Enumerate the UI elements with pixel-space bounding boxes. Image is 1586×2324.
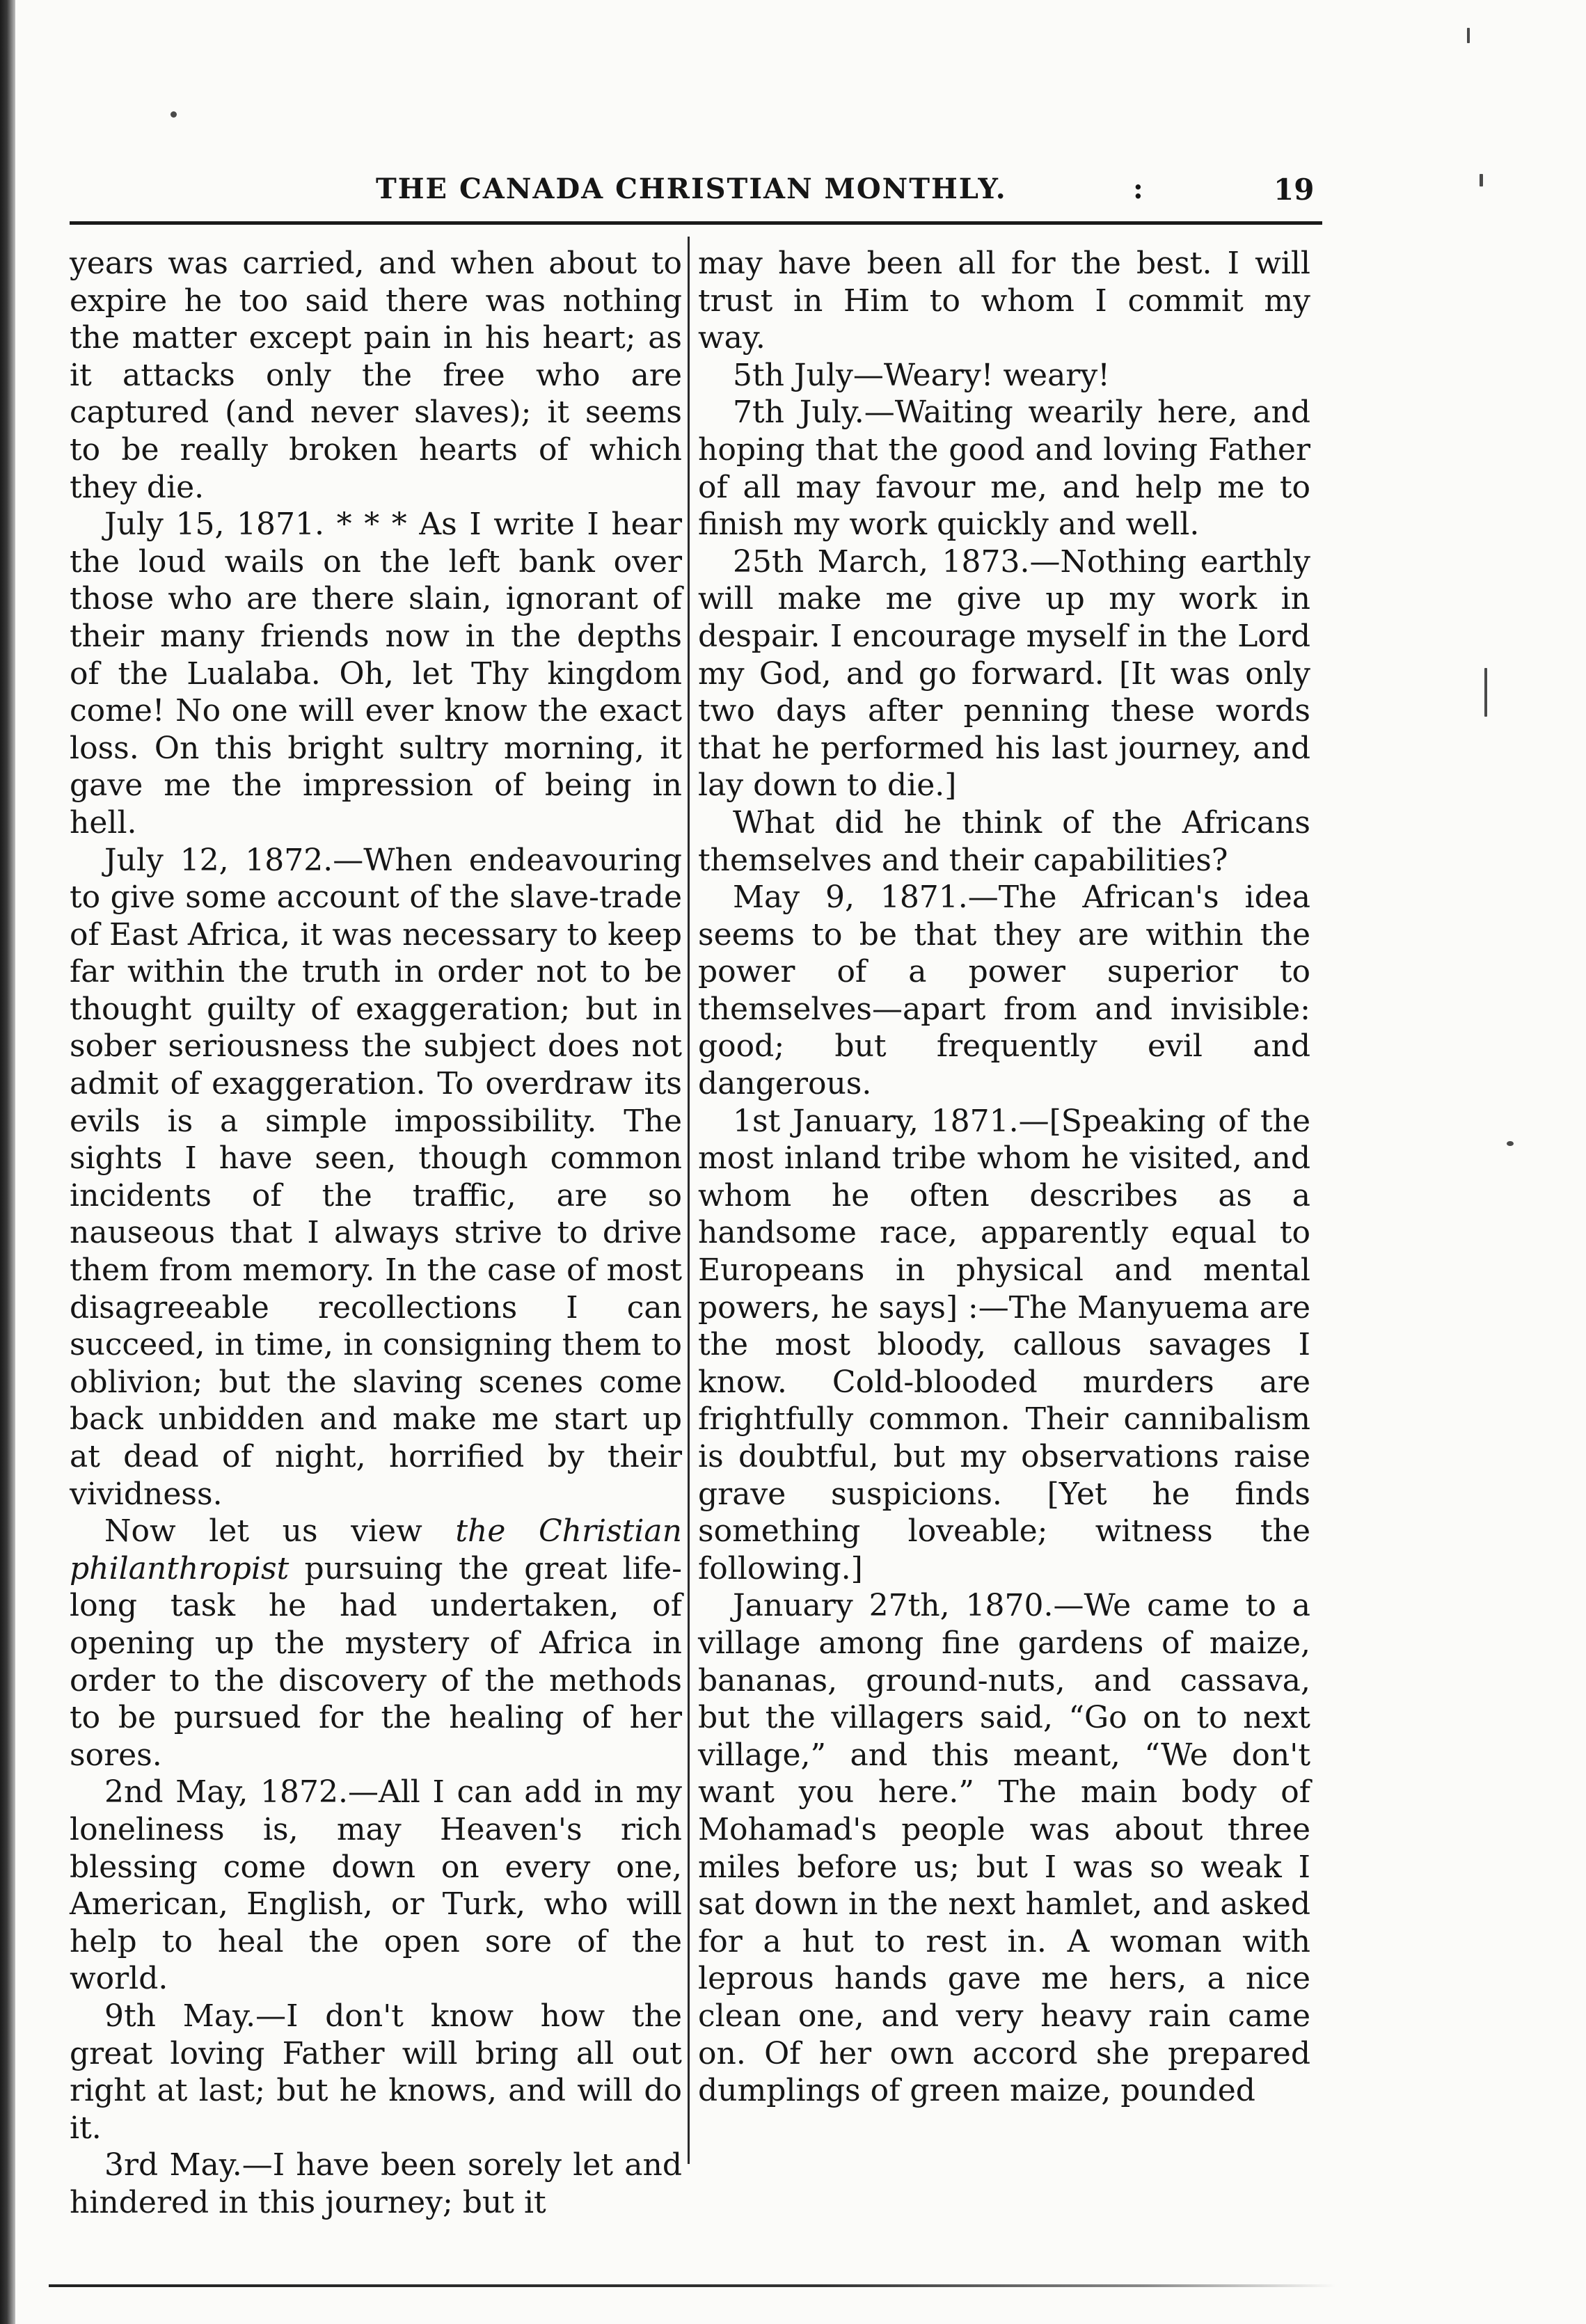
paragraph: years was carried, and when about to expire he too said there was nothing the matter except pain in his heart; as it attacks only the free who are captured (and never slaves); it seems to be really broken hearts of which they die. (70, 246, 682, 505)
paragraph: 3rd May.—I have been sorely let and hindered in this journey; but it (70, 2147, 682, 2220)
running-header (70, 166, 1322, 214)
paragraph (70, 1513, 682, 1774)
page-binding-edge (0, 0, 15, 2324)
paragraph: January 27th, 1870.—We came to a village among fine gardens of maize, bananas, ground-nuts, and cassava, but the villagers said, “Go on to next village,” and this meant, “We don't want you here.” The main body of Mohamad's people was about three miles before us; but I was so weak I sat down in the next hamlet, and asked for a hut to rest in. A woman with leprous hands gave me hers, a nice clean one, and very heavy rain came on. Of her own accord she prepared dumplings of green maize, pounded (698, 1588, 1310, 2109)
italic-phrase: the Christian philanthropist (70, 1513, 682, 1586)
paragraph: 25th March, 1873.—Nothing earthly will make me give up my work in despair. I encourage myself in the Lord my God, and go forward. [It was only two days after penning these words that he performed his last journey, and lay down to die.] (698, 543, 1310, 804)
paragraph: may have been all for the best. I will trust in Him to whom I commit my way. (698, 246, 1310, 356)
paragraph: 7th July.—Waiting wearily here, and hoping that the good and loving Father of all may favour me, and help me to finish my work quickly and well. (698, 395, 1310, 543)
paragraph: 9th May.—I don't know how the great loving Father will bring all out right at last; but he knows, and will do it. (70, 1998, 682, 2146)
paragraph: July 12, 1872.—When endeavouring to give some account of the slave-trade of East Africa, it was necessary to keep far within the truth in order not to be thought guilty of exaggeration; but in sober seriousness the subject does not admit of exaggeration. To overdraw its evils is a simple impossibility. The sights I have seen, though common incidents of the traffic, are so nauseous that I always strive to drive them from memory. In the case of most disagreeable recollections I can succeed, in time, in consigning them to oblivion; but the slaving scenes come back unbidden and make me start up at dead of night, horrified by their vividness. (70, 842, 682, 1512)
margin-speck (1467, 28, 1470, 43)
bottom-rule (49, 2284, 1336, 2287)
margin-speck (1507, 1141, 1514, 1146)
margin-speck (1484, 668, 1487, 717)
margin-speck (171, 111, 177, 118)
page-number: 19 (1274, 173, 1315, 207)
paragraph-text: Now let us view (104, 1513, 456, 1550)
paragraph: July 15, 1871. * * * As I write I hear the loud wails on the left bank over those who are there slain, ignorant of their many friends now in the depths of the Lualaba. Oh, let Thy kingdom come! No one will ever know the exact loss. On this bright sultry morning, it gave me the impression of being in hell. (70, 507, 682, 841)
margin-speck (1480, 174, 1483, 186)
paragraph: What did he think of the Africans themselves and their capabilities? (698, 804, 1310, 878)
paragraph-text: pursuing the great life-long task he had undertaken, of opening up the mystery of Africa in order to the discovery of the methods to be pursued for the healing of her sores. (70, 1550, 682, 1773)
running-title: THE CANADA CHRISTIAN MONTHLY. (376, 173, 1007, 205)
column-divider (688, 237, 690, 2164)
left-column (70, 245, 682, 2220)
paragraph: 5th July—Weary! weary! (733, 357, 1110, 393)
right-column (698, 245, 1310, 2158)
paragraph: May 9, 1871.—The African's idea seems to be that they are within the power of a power superior to themselves—apart from and invisible: good; but frequently evil and dangerous. (698, 880, 1310, 1102)
header-colon: : (1133, 173, 1143, 205)
paragraph: 1st January, 1871.—[Speaking of the most inland tribe whom he visited, and whom he often describes as a handsome race, apparently equal to Europeans in physical and mental powers, he says] :—The Manyuema are the most bloody, callous savages I know. Cold-blooded murders are frightfully common. Their cannibalism is doubtful, but my observations raise grave suspicions. [Yet he finds something loveable; witness the following.] (698, 1103, 1310, 1586)
paragraph: 2nd May, 1872.—All I can add in my loneliness is, may Heaven's rich blessing come down on every one, American, English, or Turk, who will help to heal the open sore of the world. (70, 1774, 682, 1997)
header-rule (70, 221, 1322, 225)
